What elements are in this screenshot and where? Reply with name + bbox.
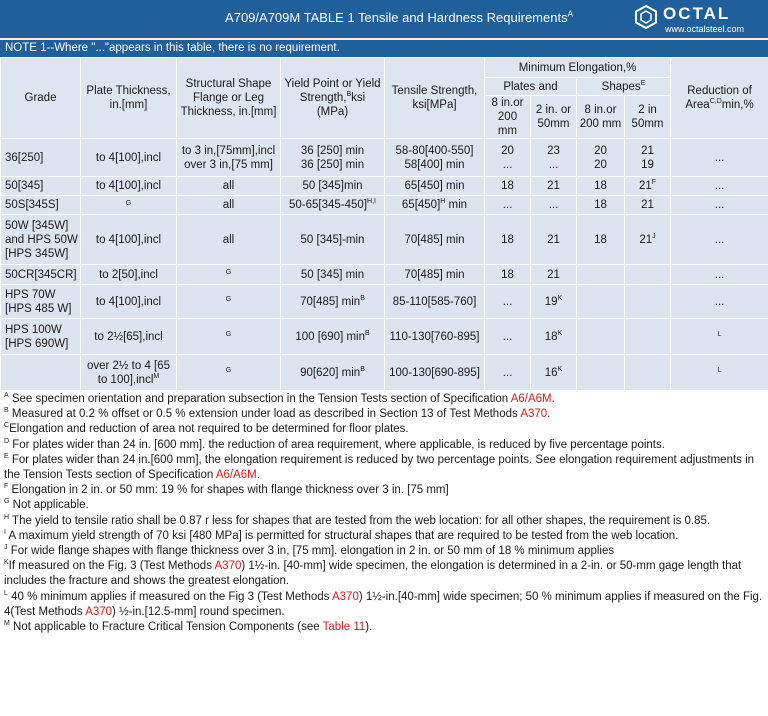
footnote-b: $^B$ Measured at 0.2 % offset or 0.5 % extension under load as described in Section 13 of Test Methods A370. [4, 407, 551, 421]
col-header-shapes: Shapes$^E$ [577, 78, 671, 96]
table-row [1, 139, 768, 177]
cell-shapes-8in: 20 20 [577, 139, 625, 177]
cell-shape: to 3 in,[75mm],incl over 3 in,[75 mm] [177, 139, 281, 177]
cell-plates-2in: ... [531, 196, 577, 215]
footnote-k: $^K$If measured on the Fig. 3 (Test Methods A370) 1½-in. [40-mm] wide specimen, the elongation is determined in a 2-in. or 50-mm gage length that includes the fracture and shows the greatest elongation. [4, 559, 742, 588]
table-row [1, 177, 768, 196]
logo-url: www.octalsteel.com [665, 24, 745, 34]
link-table-11[interactable]: Table 11 [322, 621, 366, 634]
cell-thickness: G [81, 196, 177, 215]
cell-thickness: to 4[100],incl [81, 177, 177, 196]
cell-shapes-2in [625, 319, 671, 355]
cell-plates-2in: $18^K$ [531, 319, 577, 355]
cell-shape: G [177, 355, 281, 391]
col-header-shape-thickness: Structural Shape Flange or Leg Thickness, in.[mm] [177, 58, 281, 139]
cell-tensile: 58-80[400-550] 58[400] min [385, 139, 485, 177]
logo-wordmark: OCTAL [663, 4, 731, 23]
cell-plates-8in: ... [485, 285, 531, 319]
cell-shapes-8in [577, 319, 625, 355]
link-a370[interactable]: A370 [520, 408, 548, 421]
col-header-plates-8in: 8 in.or 200 mm [485, 96, 531, 139]
footnote-d: $^D$ For plates wider than 24 in. [600 mm]. the reduction of area requirement, where applicable, is reduced by five percentage points. [4, 437, 665, 451]
cell-tensile: 70[485] min [385, 215, 485, 265]
cell-reduction: ... [671, 139, 768, 177]
footnote-l: $^L$ 40 % minimum applies if measured on the Fig 3 (Test Methods A370) 1½-in.[40-mm] wide specimen; 50 % minimum applies if measured on the Fig. 4(Test Methods A370) ½-in.[12.5-mm] round specimen. [4, 589, 763, 618]
cell-yield: 90[620] $\min^B$ [281, 355, 385, 391]
cell-yield: 70[485] $\min^B$ [281, 285, 385, 319]
cell-shapes-2in: 21 [625, 196, 671, 215]
cell-plates-2in: $16^K$ [531, 355, 577, 391]
table-note: NOTE 1--Where "..."appears in this table, there is no requirement. [0, 40, 768, 57]
cell-shapes-2in [625, 355, 671, 391]
cell-tensile: 100-130[690-895] [385, 355, 485, 391]
cell-reduction: L [671, 355, 768, 391]
cell-yield: 36 [250] min 36 [250] min [281, 139, 385, 177]
cell-thickness: over 2½ to 4 [65 to 100],incl$^M$ [81, 355, 177, 391]
cell-yield: 50 [345]-min [281, 215, 385, 265]
footnote-m: $^M$ Not applicable to Fracture Critical Tension Components (see Table 11). [4, 620, 373, 634]
cell-tensile: $65[450]^H$ min [385, 196, 485, 215]
octal-logo[interactable] [635, 4, 750, 34]
cell-plates-8in: 18 [485, 215, 531, 265]
cell-plates-2in: $19^K$ [531, 285, 577, 319]
cell-shapes-2in: 21 19 [625, 139, 671, 177]
col-header-reduction: Reduction of Area$^{C,D}$min,% [671, 58, 768, 139]
footnote-e: $^E$ For plates wider than 24 in.[600 mm], the elongation requirement is reduced by two percentage points. See elongation requirement adjustments in the Tension Tests section of Specification A6/A6M. [4, 452, 755, 482]
cell-shape: all [177, 196, 281, 215]
cell-reduction: ... [671, 265, 768, 285]
cell-shapes-2in: $21^J$ [625, 215, 671, 265]
footnote-g: $^G$ Not applicable. [4, 498, 89, 512]
footnote-f: $^F$ Elongation in 2 in. or 50 mm: 19 % for shapes with flange thickness over 3 in. [75 mm] [4, 483, 449, 497]
cell-yield: 100 [690] $\min^B$ [281, 319, 385, 355]
cell-shape: G [177, 319, 281, 355]
tensile-requirements-table [0, 57, 768, 391]
cell-shapes-2in [625, 265, 671, 285]
cell-reduction: ... [671, 285, 768, 319]
cell-thickness: to 2½[65],incl [81, 319, 177, 355]
cell-grade: HPS 70W [HPS 485 W] [1, 285, 81, 319]
cell-shapes-2in [625, 285, 671, 319]
footnote-i: $^I$ A maximum yield strength of 70 ksi [480 MPa] is permitted for structural shapes that are required to be tested from the web location. [4, 529, 679, 542]
cell-reduction: ... [671, 215, 768, 265]
hexagon-logo-icon [635, 5, 657, 29]
cell-reduction: L [671, 319, 768, 355]
link-a6[interactable]: A6/A6M [215, 469, 257, 482]
cell-grade: HPS 100W [HPS 690W] [1, 319, 81, 355]
cell-plates-2in: 21 [531, 215, 577, 265]
footnote-c: $^C$Elongation and reduction of area not required to be determined for floor plates. [4, 422, 409, 436]
cell-shapes-8in [577, 285, 625, 319]
col-header-grade: Grade [1, 58, 81, 139]
cell-tensile: 110-130[760-895] [385, 319, 485, 355]
col-header-yield: Yield Point or Yield Strength,$^B$ksi (MPa) [281, 58, 385, 139]
cell-yield: 50 [345] min [281, 265, 385, 285]
col-header-plate-thickness: Plate Thickness, in.[mm] [81, 58, 177, 139]
cell-shape: G [177, 285, 281, 319]
cell-plates-2in: 21 [531, 265, 577, 285]
table-title: A709/A709M TABLE 1 Tensile and Hardness Requirements$^A$ [225, 9, 573, 25]
cell-plates-8in: 20 ... [485, 139, 531, 177]
cell-plates-8in: ... [485, 196, 531, 215]
col-header-plates-2in: 2 in. or 50mm [531, 96, 577, 139]
cell-shapes-8in [577, 355, 625, 391]
cell-plates-8in: 18 [485, 265, 531, 285]
table-header-bar [0, 0, 768, 40]
footnotes [0, 392, 768, 635]
cell-thickness: to 4[100],incl [81, 215, 177, 265]
table-row [1, 355, 768, 391]
cell-shapes-8in: 18 [577, 196, 625, 215]
link-a370[interactable]: A370 [214, 560, 242, 573]
cell-shape: all [177, 215, 281, 265]
col-header-shapes-2in: 2 in 50mm [625, 96, 671, 139]
footnote-j: $^J$ For wide flange shapes with flange thickness over 3 in, [75 mm]. elongation in 2 in. or 50 mm of 18 % minimum applies [4, 544, 615, 558]
cell-grade: 50[345] [1, 177, 81, 196]
cell-thickness: to 4[100],incl [81, 139, 177, 177]
cell-grade: 50CR[345CR] [1, 265, 81, 285]
cell-plates-8in: 18 [485, 177, 531, 196]
cell-shape: all [177, 177, 281, 196]
table-row [1, 196, 768, 215]
cell-shapes-2in: $21^F$ [625, 177, 671, 196]
cell-tensile: 85-110[585-760] [385, 285, 485, 319]
cell-shapes-8in: 18 [577, 215, 625, 265]
link-a6[interactable]: A6/A6M [510, 393, 552, 405]
table-row [1, 265, 768, 285]
cell-plates-2in: 23 ... [531, 139, 577, 177]
cell-plates-8in: ... [485, 355, 531, 391]
cell-shapes-8in [577, 265, 625, 285]
cell-grade: 50S[345S] [1, 196, 81, 215]
cell-tensile: 65[450] min [385, 177, 485, 196]
cell-tensile: 70[485] min [385, 265, 485, 285]
cell-yield: $50-65[345-450]^{H,I}$ [281, 196, 385, 215]
cell-plates-2in: 21 [531, 177, 577, 196]
cell-shapes-8in: 18 [577, 177, 625, 196]
col-header-shapes-8in: 8 in.or 200 mm [577, 96, 625, 139]
cell-reduction: ... [671, 196, 768, 215]
cell-plates-8in: ... [485, 319, 531, 355]
link-a370[interactable]: A370 [331, 590, 359, 603]
footnote-h: $^H$ The yield to tensile ratio shall be 0.87 r less for shapes that are tested from the web location: for all other shapes, the requirement is 0.85. [4, 513, 711, 527]
col-header-min-elongation: Minimum Elongation,% [485, 58, 671, 78]
table-row [1, 319, 768, 355]
table-row [1, 285, 768, 319]
footnote-a: $^A$ See specimen orientation and preparation subsection in the Tension Tests section of Specification A6/A6M. [4, 392, 555, 405]
link-a370[interactable]: A370 [85, 605, 113, 618]
cell-grade [1, 355, 81, 391]
cell-reduction: ... [671, 177, 768, 196]
cell-yield: 50 [345]min [281, 177, 385, 196]
col-header-plates: Plates and [485, 78, 577, 96]
cell-grade: 50W [345W] and HPS 50W [HPS 345W] [1, 215, 81, 265]
cell-thickness: to 2[50],incl [81, 265, 177, 285]
table-row [1, 215, 768, 265]
cell-grade: 36[250] [1, 139, 81, 177]
cell-shape: G [177, 265, 281, 285]
col-header-tensile: Tensile Strength, ksi[MPa] [385, 58, 485, 139]
cell-thickness: to 4[100],incl [81, 285, 177, 319]
